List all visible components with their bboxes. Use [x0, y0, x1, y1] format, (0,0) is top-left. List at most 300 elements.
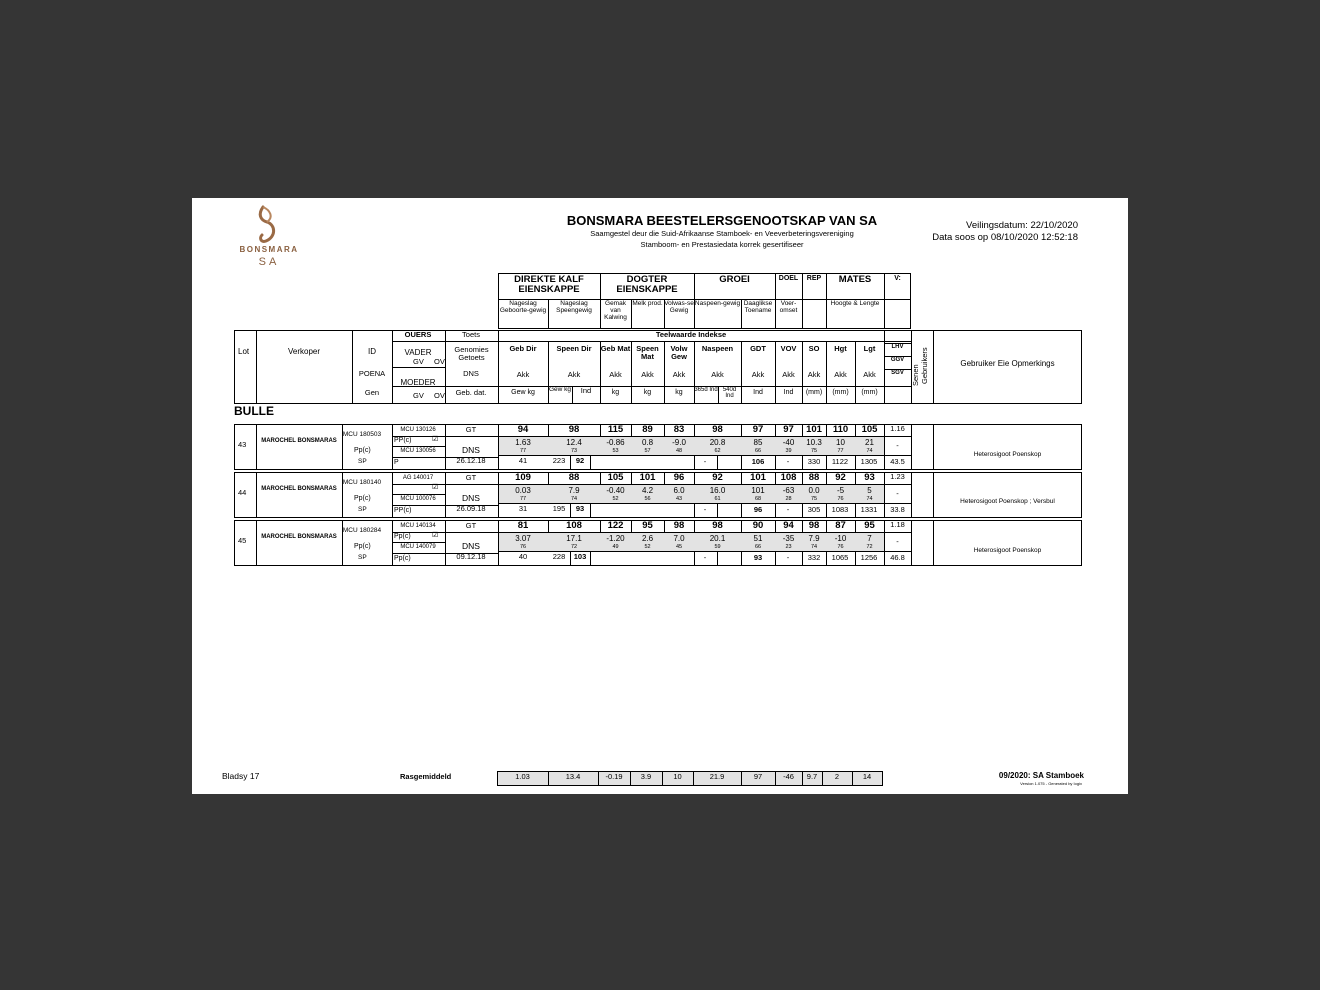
bonsmara-logo-icon: [254, 204, 282, 244]
ebv-accuracy: 74: [866, 448, 873, 454]
breeding-index: 98: [673, 520, 685, 531]
breeding-index: 96: [673, 472, 685, 483]
header-toets: Toets: [462, 330, 480, 339]
trait-unit-0: Gew kg: [511, 389, 535, 396]
breed-average-value: 2: [834, 772, 840, 781]
ebv-accuracy: 76: [519, 544, 527, 550]
logo-subtitle: SA: [258, 256, 280, 268]
perf-wean-weight: 228: [552, 552, 566, 561]
ebv-value: -9.0: [672, 438, 686, 447]
row-divider: [717, 551, 718, 565]
trait-name-5: Naspeen: [701, 344, 734, 353]
ebv-accuracy: 56: [644, 496, 651, 502]
shaded-cell: [499, 532, 884, 551]
header-gebruikers: Gebruikers: [920, 347, 929, 384]
checkbox-icon: ☑: [432, 532, 439, 539]
header-rule: [884, 386, 911, 387]
breeding-index: 105: [607, 472, 624, 483]
trait-unit-3: kg: [643, 389, 652, 396]
lot-number: 44: [238, 488, 247, 497]
subhead-6: Daaglikse Toename: [743, 300, 773, 314]
row-rule: [498, 436, 884, 437]
row-rule: [392, 542, 445, 543]
header-divider: [352, 330, 353, 404]
ebv-value: 101: [751, 486, 765, 495]
breeding-index: 83: [673, 424, 685, 435]
genomic-test: GT: [465, 473, 477, 482]
trait-accuracy-label-10: Akk: [863, 370, 876, 379]
trait-accuracy-label-8: Akk: [807, 370, 821, 379]
breeding-index: 109: [515, 472, 531, 483]
v-lhv: 1.16: [890, 424, 905, 433]
header-rule: [392, 341, 911, 342]
trait-unit-5b: 540d Ind: [722, 387, 737, 400]
perf-birth-weight: 40: [518, 552, 528, 561]
breeding-index: 108: [780, 472, 797, 483]
trait-name-7: VOV: [780, 344, 797, 353]
checkbox-icon: ☑: [432, 436, 439, 443]
ebv-accuracy: 68: [754, 496, 762, 502]
sire-id: MCU 130126: [400, 427, 436, 433]
row-divider: [741, 551, 742, 565]
ebv-value: 5: [867, 486, 872, 495]
ebv-value: 10: [836, 438, 845, 447]
sire-id: MCU 140134: [400, 523, 436, 529]
trait-unit-6: Ind: [753, 389, 763, 396]
ebv-value: 7.9: [568, 486, 580, 495]
row-divider: [256, 520, 257, 565]
document-page: [192, 198, 1128, 794]
seller-name: MAROCHEL BONSMARAS: [261, 438, 337, 444]
remark: Heterosigoot Poenskop: [973, 451, 1042, 458]
subhead-0: Nageslag Geboorte-gewig: [499, 300, 547, 314]
edition-label: 09/2020: SA Stamboek: [998, 771, 1084, 780]
ebv-value: 7: [867, 534, 872, 543]
ebv-accuracy: 45: [675, 544, 683, 550]
breed-average-value: 97: [753, 772, 763, 781]
trait-name-9: Hgt: [834, 344, 847, 353]
breed-average-value: -0.19: [605, 772, 623, 781]
breeding-index: 89: [642, 424, 653, 435]
ebv-value: 0.03: [515, 486, 531, 495]
breeding-index: 92: [835, 472, 846, 483]
ebv-value: 17.1: [566, 534, 582, 543]
row-rule: [884, 503, 911, 504]
group-header-2: GROEI: [719, 274, 750, 285]
v-ggv: -: [896, 441, 899, 450]
ebv-accuracy: 53: [612, 448, 619, 454]
row-rule: [392, 553, 445, 554]
v-lhv: 1.18: [890, 520, 905, 529]
trait-unit-7: Ind: [783, 389, 794, 396]
trait-accuracy-label-1: Akk: [567, 370, 581, 379]
ebv-accuracy: 72: [570, 544, 578, 550]
row-divider: [694, 551, 695, 565]
breeding-index: 101: [750, 472, 766, 483]
birth-date: 09.12.18: [456, 552, 486, 561]
trait-name-4: Volw Gew: [670, 344, 688, 361]
trait-accuracy-label-7: Akk: [782, 370, 795, 379]
trait-unit-4: kg: [675, 389, 683, 396]
ebv-accuracy: 52: [612, 496, 619, 502]
perf-birth-weight: 31: [518, 504, 528, 513]
dam-poena: P: [394, 459, 399, 466]
row-divider: [590, 551, 591, 565]
sire-poena: Pp(c): [394, 533, 411, 540]
row-divider: [694, 455, 695, 469]
ebv-value: 3.07: [515, 534, 531, 543]
perf-adg: 93: [753, 553, 763, 562]
group-header-6: V:: [894, 275, 901, 282]
v-label-2: SGV: [891, 370, 904, 376]
row-divider: [911, 520, 912, 565]
group-header-0: DIREKTE KALF EIENSKAPPE: [514, 274, 584, 295]
ebv-accuracy: 77: [837, 448, 844, 454]
header-dns: DNS: [463, 369, 479, 378]
shaded-cell: [499, 436, 884, 455]
ebv-value: 7.0: [673, 534, 685, 543]
ebv-value: 21: [865, 438, 874, 447]
perf-scrotal: 305: [807, 505, 821, 514]
row-rule: [392, 457, 445, 458]
breeding-index: 94: [783, 520, 794, 531]
trait-accuracy-label-4: Akk: [672, 370, 686, 379]
genomic-test: GT: [465, 521, 477, 530]
breeding-index: 110: [832, 424, 849, 435]
group-header-1: DOGTER EIENSKAPPE: [616, 274, 678, 295]
ebv-value: 12.4: [566, 438, 582, 447]
ebv-accuracy: 61: [714, 496, 721, 502]
ebv-accuracy: 74: [810, 544, 818, 550]
breeding-index: 98: [808, 520, 820, 531]
subhead-4: Volwas-se Gewig: [664, 300, 694, 314]
row-divider: [717, 455, 718, 469]
group-header-4: REP: [806, 275, 822, 282]
ebv-accuracy: 57: [644, 448, 651, 454]
row-rule: [884, 436, 911, 437]
subhead-3: Melk prod.: [632, 300, 663, 307]
row-divider: [445, 520, 446, 565]
header-senen: Senen: [911, 364, 920, 386]
row-divider: [590, 503, 591, 517]
perf-adg: 106: [751, 457, 765, 466]
row-rule: [392, 494, 445, 495]
header-moeder: MOEDER: [400, 378, 436, 387]
row-divider: [884, 520, 885, 565]
header-lot: Lot: [238, 347, 250, 356]
ebv-value: 6.0: [673, 486, 685, 495]
subhead-2: Gemak van Kalwing: [604, 300, 627, 321]
row-rule: [392, 446, 445, 447]
birth-date: 26.12.18: [456, 456, 486, 465]
header-remarks: Gebruiker Eie Opmerkings: [960, 359, 1055, 368]
ebv-accuracy: 23: [785, 544, 792, 550]
trait-name-0: Geb Dir: [509, 344, 537, 353]
row-divider: [775, 503, 776, 517]
row-rule: [498, 532, 884, 533]
v-lhv: 1.23: [890, 472, 905, 481]
header-ouers: OUERS: [404, 330, 432, 339]
dam-id: MCU 100076: [400, 496, 436, 502]
row-rule: [498, 484, 884, 485]
ebv-value: 85: [753, 438, 763, 447]
ebv-value: 20.8: [709, 438, 726, 447]
ebv-accuracy: 66: [754, 448, 762, 454]
breeding-index: 101: [806, 424, 822, 435]
animal-poena: Pp(c): [354, 543, 371, 550]
subhead-5: Naspeen-gewig: [694, 300, 741, 307]
dam-poena: PP(c): [394, 507, 412, 514]
breeding-index: 92: [712, 472, 723, 483]
breeding-index: 88: [808, 472, 820, 483]
v-label-0: LHV: [891, 344, 904, 350]
perf-length: 1305: [860, 457, 878, 466]
row-rule: [392, 505, 445, 506]
data-date: Data soos op 08/10/2020 12:52:18: [932, 232, 1078, 243]
ebv-value: -10: [834, 534, 847, 543]
subhead-9: Hoogte & Lengte: [830, 300, 880, 307]
row-divider: [256, 472, 257, 517]
breeding-index: 95: [864, 520, 875, 531]
ebv-value: 0.0: [808, 486, 820, 495]
breeding-index: 97: [752, 424, 764, 435]
perf-wean-weight: 195: [552, 504, 566, 513]
header-breeding-indices: Teelwaarde Indekse: [655, 330, 727, 339]
row-divider: [802, 551, 803, 565]
trait-unit-10: (mm): [861, 389, 878, 396]
header-id: ID: [368, 347, 376, 356]
row-rule: [392, 484, 498, 485]
ebv-accuracy: 59: [714, 544, 721, 550]
breeding-index: 98: [712, 520, 723, 531]
header-gv: GV: [413, 391, 424, 400]
row-divider: [256, 424, 257, 469]
row-divider: [717, 503, 718, 517]
breeding-index: 93: [864, 472, 875, 483]
ebv-value: 2.6: [641, 534, 654, 543]
ebv-accuracy: 52: [644, 544, 651, 550]
trait-unit-2: kg: [611, 389, 620, 396]
header-vader: VADER: [404, 348, 432, 357]
animal-id: MCU 180503: [342, 431, 382, 438]
seller-name: MAROCHEL BONSMARAS: [261, 486, 337, 492]
perf-fcr: -: [786, 457, 790, 466]
trait-name-1: Speen Dir: [556, 344, 592, 353]
v-label-1: GGV: [890, 357, 905, 363]
trait-name-2: Geb Mat: [600, 344, 631, 353]
row-divider: [826, 551, 827, 565]
trait-unit-5a: 365d Ind: [694, 387, 718, 393]
perf-height: 1122: [831, 457, 849, 466]
ebv-accuracy: 77: [519, 448, 527, 454]
ebv-accuracy: 75: [810, 496, 818, 502]
ebv-value: 10.3: [806, 438, 822, 447]
row-divider: [826, 503, 827, 517]
breed-average-value: 21.9: [709, 772, 725, 781]
sire-id: AG 140017: [402, 475, 434, 481]
breed-average-value: 9.7: [806, 772, 818, 781]
ebv-accuracy: 73: [570, 448, 578, 454]
header-ov: OV: [434, 391, 445, 400]
trait-name-8: SO: [808, 344, 820, 353]
perf-wean-index: 93: [575, 504, 585, 513]
ebv-accuracy: 74: [866, 496, 873, 502]
trait-unit-1a: Gew kg: [548, 386, 572, 393]
perf-height: 1083: [831, 505, 849, 514]
row-divider: [570, 455, 571, 469]
group-header-5: MATES: [838, 274, 872, 285]
row-divider: [590, 455, 591, 469]
trait-accuracy-label-9: Akk: [834, 370, 847, 379]
lot-number: 43: [238, 440, 247, 449]
trait-accuracy-label-2: Akk: [609, 370, 622, 379]
breeding-index: 87: [835, 520, 846, 531]
perf-length: 1256: [860, 553, 878, 562]
breeding-index: 115: [607, 424, 624, 435]
dam-poena: Pp(c): [394, 555, 411, 562]
row-divider: [884, 424, 885, 469]
ebv-accuracy: 48: [675, 448, 683, 454]
row-divider: [884, 472, 885, 517]
page-number: Bladsy 17: [222, 771, 260, 781]
ebv-value: 7.9: [808, 534, 820, 543]
sale-date: Veilingsdatum: 22/10/2020: [966, 220, 1078, 231]
breed-average-value: 13.4: [565, 772, 581, 781]
ebv-accuracy: 28: [785, 496, 792, 502]
breed-average-value: 14: [862, 772, 872, 781]
trait-accuracy-label-5: Akk: [711, 370, 724, 379]
breed-average-value: 1.03: [515, 772, 530, 781]
row-divider: [445, 472, 446, 517]
ebv-value: -1.20: [606, 534, 625, 543]
trait-name-10: Lgt: [863, 344, 876, 353]
breed-average-value: 3.9: [640, 772, 652, 781]
animal-gen: SP: [358, 458, 367, 465]
breeding-index: 88: [568, 472, 580, 483]
perf-birth-weight: 41: [518, 456, 528, 465]
trait-accuracy-label-6: Akk: [751, 370, 765, 379]
header-genomies: Genomies Getoets: [454, 345, 489, 362]
row-divider: [911, 424, 912, 469]
perf-wean-weight: 223: [552, 456, 566, 465]
perf-wean-index: 92: [575, 456, 585, 465]
breeding-index: 105: [861, 424, 878, 435]
row-divider: [933, 424, 934, 469]
row-divider: [855, 551, 856, 565]
ebv-accuracy: 43: [675, 496, 683, 502]
ebv-value: 16.0: [709, 486, 726, 495]
animal-poena: Pp(c): [354, 447, 371, 454]
birth-date: 26.09.18: [456, 504, 486, 513]
remark: Heterosigoot Poenskop: [973, 547, 1042, 554]
trait-name-3: Speen Mat: [636, 344, 659, 361]
row-divider: [933, 520, 934, 565]
header-gen: Gen: [364, 388, 380, 397]
ebv-accuracy: 72: [866, 544, 873, 550]
ebv-value: -35: [782, 534, 795, 543]
row-divider: [802, 503, 803, 517]
row-divider: [911, 472, 912, 517]
ebv-value: 1.63: [515, 438, 531, 447]
row-divider: [445, 424, 446, 469]
lot-number: 45: [238, 536, 247, 545]
ebv-value: 4.2: [641, 486, 654, 495]
perf-fcr: -: [786, 505, 790, 514]
animal-id: MCU 180140: [342, 479, 382, 486]
document-title: BONSMARA BEESTELERSGENOOTSKAP VAN SA: [566, 213, 878, 228]
genomic-test: GT: [465, 425, 477, 434]
sire-poena: PP(c): [394, 437, 412, 444]
animal-gen: SP: [358, 506, 367, 513]
trait-accuracy-label-0: Akk: [516, 370, 530, 379]
animal-gen: SP: [358, 554, 367, 561]
row-divider: [802, 455, 803, 469]
ebv-accuracy: 74: [570, 496, 578, 502]
subhead-7: Voer-omset: [779, 300, 798, 314]
breeding-index: 101: [639, 472, 656, 483]
perf-height: 1065: [831, 553, 849, 562]
dam-id: MCU 130056: [400, 448, 436, 454]
ebv-accuracy: 62: [714, 448, 721, 454]
ebv-value: -0.86: [606, 438, 625, 447]
breeding-index: 108: [566, 520, 582, 531]
trait-unit-1b: Ind: [580, 386, 592, 395]
header-seller: Verkoper: [287, 347, 321, 356]
document-subtitle-2: Stamboom- en Prestasiedata korrek gesertifiseer: [640, 240, 804, 249]
header-gv: GV: [413, 357, 424, 366]
header-ov: OV: [434, 357, 445, 366]
breed-average-value: -46: [783, 772, 794, 781]
row-rule: [884, 455, 911, 456]
breeding-index: 97: [783, 424, 794, 435]
row-divider: [741, 503, 742, 517]
section-heading: BULLE: [234, 404, 274, 418]
breeding-index: 98: [568, 424, 580, 435]
ebv-accuracy: 76: [837, 496, 844, 502]
v-sgv: 33.8: [890, 505, 905, 514]
row-rule: [884, 551, 911, 552]
breeding-index: 94: [517, 424, 529, 435]
remark: Heterosigoot Poenskop ; Versbul: [960, 498, 1055, 505]
perf-365d: -: [703, 457, 707, 466]
checkbox-icon: ☑: [432, 484, 439, 491]
trait-unit-9: (mm): [832, 389, 849, 396]
trait-name-6: GDT: [750, 344, 766, 353]
breed-average-value: 10: [673, 772, 682, 781]
v-sgv: 46.8: [890, 553, 905, 562]
row-divider: [775, 455, 776, 469]
row-divider: [855, 455, 856, 469]
animal-poena: Pp(c): [354, 495, 371, 502]
perf-length: 1331: [860, 505, 878, 514]
subhead-1: Nageslag Speengewig: [556, 300, 592, 314]
trait-accuracy-label-3: Akk: [641, 370, 654, 379]
ebv-value: 20.1: [709, 534, 726, 543]
perf-scrotal: 332: [807, 553, 821, 562]
ebv-accuracy: 76: [837, 544, 844, 550]
ebv-value: 51: [753, 534, 763, 543]
shaded-cell: [499, 484, 884, 503]
ebv-value: -40: [782, 438, 795, 447]
dna-test: DNS: [462, 445, 480, 455]
row-divider: [775, 551, 776, 565]
breeding-index: 81: [517, 520, 529, 531]
row-divider: [741, 455, 742, 469]
dna-test: DNS: [462, 541, 480, 551]
breed-average-label: Rasgemiddeld: [400, 772, 452, 781]
v-sgv: 43.5: [890, 457, 905, 466]
ebv-value: -63: [782, 486, 795, 495]
